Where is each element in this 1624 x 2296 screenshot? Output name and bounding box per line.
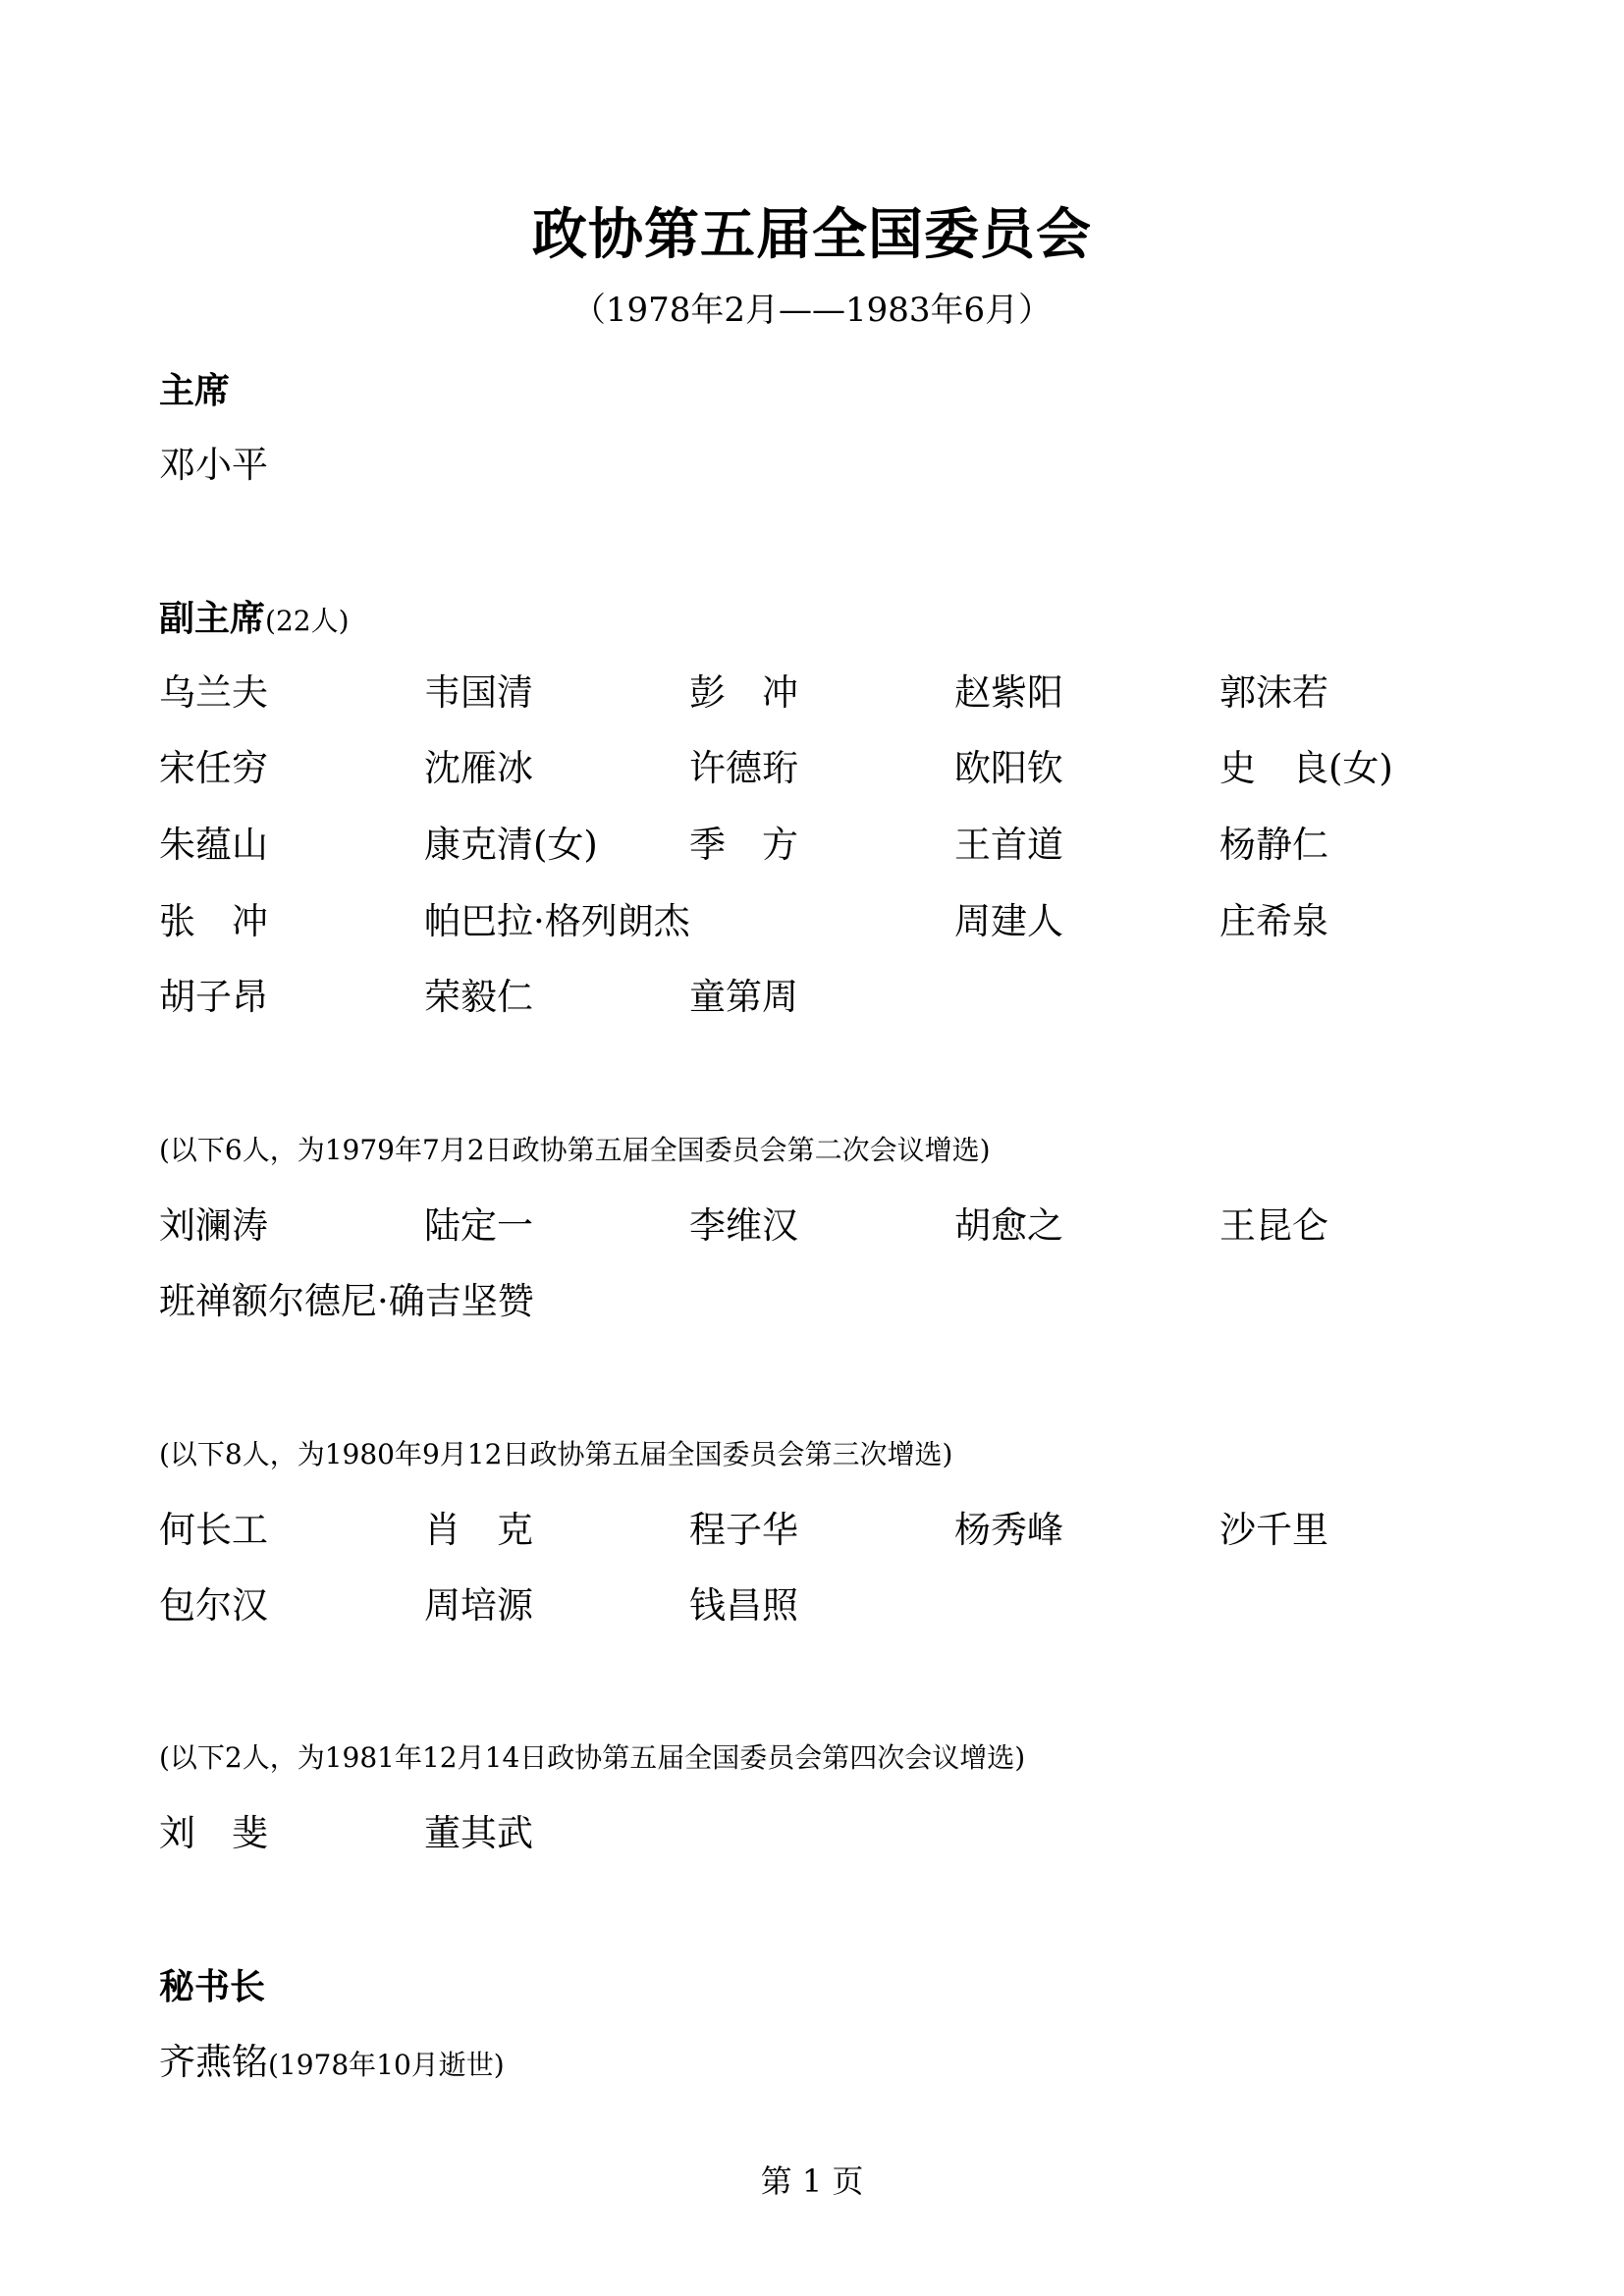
person-name: 班禅额尔德尼·确吉坚赞 (159, 1280, 534, 1322)
person-name: 刘 斐 (159, 1812, 268, 1854)
addition-2-row-1 (159, 1506, 1534, 1555)
person-name: 荣毅仁 (424, 976, 533, 1018)
person-name: 韦国清 (424, 671, 533, 714)
addition-3-row-1 (159, 1809, 1534, 1858)
vice-chairmen-row-4 (159, 897, 1534, 946)
person-name: 包尔汉 (159, 1584, 268, 1627)
vice-chairmen-heading (159, 596, 350, 645)
addition-note-3: (以下2人，为1981年12月14日政协第五届全国委员会第四次会议增选) (159, 1741, 1026, 1774)
person-name: 王首道 (954, 824, 1063, 866)
person-name: 胡子昂 (159, 976, 268, 1018)
secretary-general-entry (159, 2038, 505, 2090)
person-name: 杨秀峰 (954, 1509, 1063, 1551)
person-name: 童第周 (689, 976, 798, 1018)
person-name: 许德珩 (689, 747, 798, 789)
person-name: 康克清(女) (424, 824, 598, 866)
addition-note-1: (以下6人，为1979年7月2日政协第五届全国委员会第二次会议增选) (159, 1134, 991, 1166)
person-name: 何长工 (159, 1509, 268, 1551)
addition-1-row-1 (159, 1201, 1534, 1251)
person-name: 史 良(女) (1219, 747, 1393, 789)
person-name: 欧阳钦 (954, 747, 1063, 789)
person-name: 沙千里 (1219, 1509, 1328, 1551)
vice-chairmen-row-1 (159, 668, 1534, 718)
person-name: 季 方 (689, 824, 798, 866)
vice-chairmen-row-2 (159, 744, 1534, 793)
vice-chairmen-heading-label: 副主席 (159, 599, 266, 639)
person-name: 彭 冲 (689, 671, 798, 714)
person-name: 乌兰夫 (159, 671, 268, 714)
person-name: 沈雁冰 (424, 747, 533, 789)
person-name: 宋任穷 (159, 747, 268, 789)
page-title: 政协第五届全国委员会 (532, 203, 1092, 267)
vice-chairmen-row-3 (159, 821, 1534, 870)
addition-2-row-2 (159, 1581, 1534, 1630)
addition-note-2: (以下8人，为1980年9月12日政协第五届全国委员会第三次增选) (159, 1438, 953, 1470)
person-name: 朱蕴山 (159, 824, 268, 866)
page-number: 第 1 页 (760, 2163, 864, 2200)
secretary-general-name: 齐燕铭 (159, 2041, 268, 2083)
person-name: 郭沫若 (1219, 671, 1328, 714)
chairman-heading: 主席 (159, 371, 231, 411)
person-name: 赵紫阳 (954, 671, 1063, 714)
person-name: 胡愈之 (954, 1204, 1063, 1247)
vice-chairmen-row-5 (159, 973, 1534, 1022)
person-name: 周建人 (954, 900, 1063, 942)
person-name: 李维汉 (689, 1204, 798, 1247)
person-name: 肖 克 (424, 1509, 533, 1551)
secretary-general-remark: (1978年10月逝世) (268, 2049, 505, 2081)
person-name: 程子华 (689, 1509, 798, 1551)
addition-1-row-2 (159, 1277, 1534, 1326)
secretary-general-heading: 秘书长 (159, 1967, 266, 2007)
person-name: 杨静仁 (1219, 824, 1328, 866)
person-name: 张 冲 (159, 900, 268, 942)
person-name: 刘澜涛 (159, 1204, 268, 1247)
person-name: 董其武 (424, 1812, 533, 1854)
person-name: 帕巴拉·格列朗杰 (424, 900, 690, 942)
person-name: 陆定一 (424, 1204, 533, 1247)
chairman-name: 邓小平 (159, 444, 268, 486)
person-name: 周培源 (424, 1584, 533, 1627)
person-name: 王昆仑 (1219, 1204, 1328, 1247)
person-name: 钱昌照 (689, 1584, 798, 1627)
vice-chairmen-count: (22人) (265, 605, 350, 637)
page-subtitle: （1978年2月——1983年6月） (571, 291, 1053, 330)
person-name: 庄希泉 (1219, 900, 1328, 942)
